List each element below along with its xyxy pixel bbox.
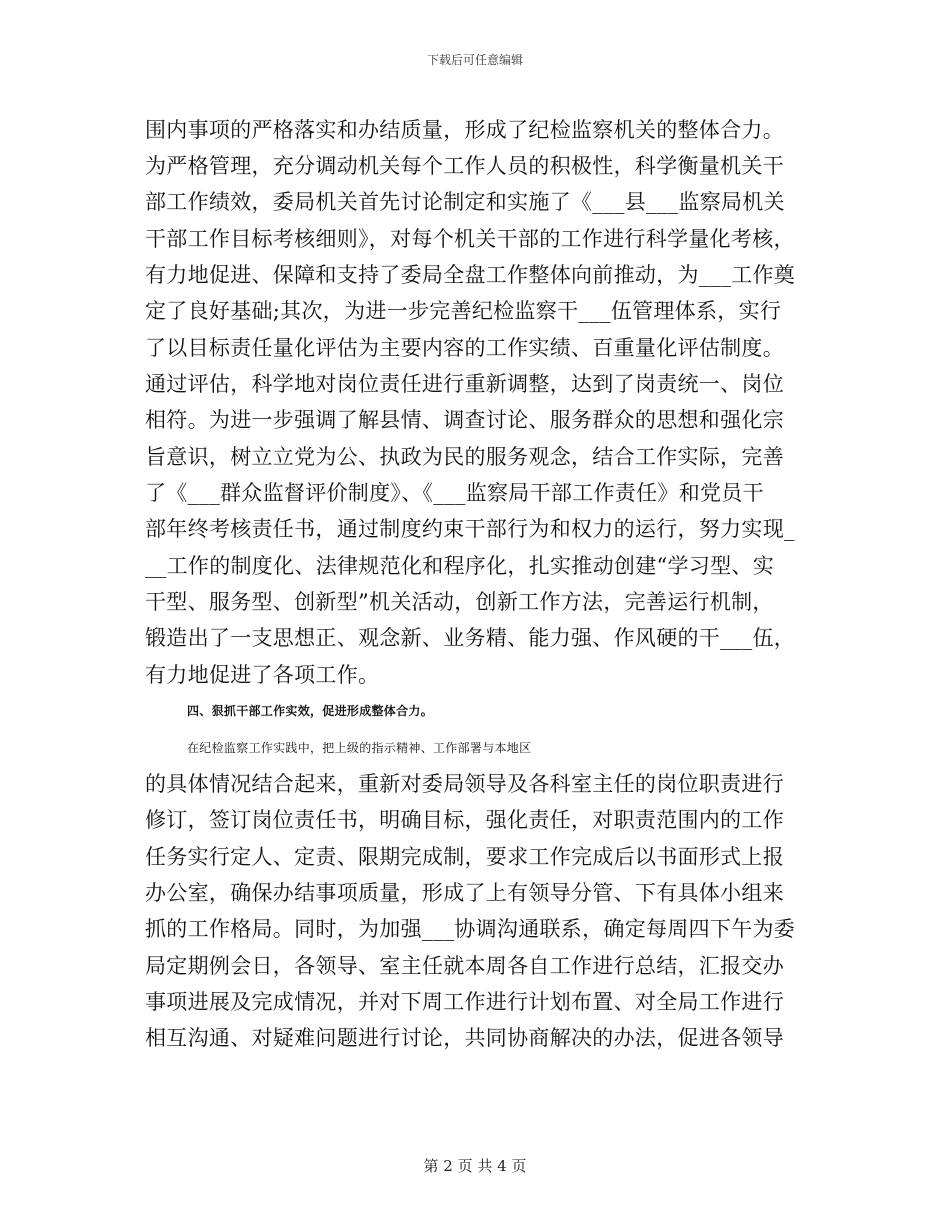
paragraph-line: 任务实行定人、定责、限期完成制，要求工作完成后以书面形式上报 <box>145 845 784 869</box>
paragraph-line: __工作的制度化、法律规范化和程序化，扎实推动创建“学习型、实 <box>145 554 775 578</box>
paragraph-line: 相互沟通、对疑难问题进行讨论，共同协商解决的办法，促进各领导 <box>145 1026 784 1050</box>
paragraph-line: 干部工作目标考核细则》，对每个机关干部的工作进行科学量化考核， <box>145 227 795 251</box>
paragraph-line: 锻造出了一支思想正、观念新、业务精、能力强、作风硬的干___伍， <box>145 626 796 650</box>
paragraph-line: 办公室，确保办结事项质量，形成了上有领导分管、下有具体小组来 <box>145 881 784 905</box>
paragraph-line: 有力地促进了各项工作。 <box>145 663 380 687</box>
paragraph-line: 旨意识，树立立党为公、执政为民的服务观念，结合工作实际，完善 <box>145 445 784 469</box>
paragraph-line: 的具体情况结合起来，重新对委局领导及各科室主任的岗位职责进行 <box>145 772 784 796</box>
paragraph-line: 干型、服务型、创新型”机关活动，创新工作方法，完善运行机制， <box>145 590 774 614</box>
paragraph-line: 事项进展及完成情况，并对下周工作进行计划布置、对全局工作进行 <box>145 990 784 1014</box>
paragraph-line: 部年终考核责任书，通过制度约束干部行为和权力的运行，努力实现_ <box>145 517 795 541</box>
paragraph-line: 抓的工作格局。同时，为加强___协调沟通联系，确定每周四下午为委 <box>145 917 796 941</box>
paragraph-line: 局定期例会日，各领导、室主任就本周各自工作进行总结，汇报交办 <box>145 954 784 978</box>
paragraph-line: 部工作绩效，委局机关首先讨论制定和实施了《___县___监察局机关 <box>145 190 785 214</box>
paragraph-line: 了以目标责任量化评估为主要内容的工作实绩、百重量化评估制度。 <box>145 336 784 360</box>
paragraph-line: 通过评估，科学地对岗位责任进行重新调整，达到了岗责统一、岗位 <box>145 372 784 396</box>
paragraph-line: 修订，签订岗位责任书，明确目标，强化责任，对职责范围内的工作 <box>145 808 784 832</box>
page-number-indicator: 第 2 页 共 4 页 <box>423 1157 527 1175</box>
paragraph-line: 在纪检监察工作实践中，把上级的指示精神、工作部署与本地区 <box>187 741 532 755</box>
section-heading: 四、狠抓干部工作实效，促进形成整体合力。 <box>187 704 434 718</box>
paragraph-line: 有力地促进、保障和支持了委局全盘工作整体向前推动，为___工作奠 <box>145 263 796 287</box>
paragraph-line: 了《___群众监督评价制度》、《___监察局干部工作责任》和党员干 <box>145 481 764 505</box>
page-header-note: 下载后可任意编辑 <box>426 53 523 67</box>
paragraph-line: 围内事项的严格落实和办结质量，形成了纪检监察机关的整体合力。 <box>145 118 784 142</box>
paragraph-line: 相符。为进一步强调了解县情、调查讨论、服务群众的思想和强化宗 <box>145 408 784 432</box>
paragraph-line: 为严格管理，充分调动机关每个工作人员的积极性，科学衡量机关干 <box>145 154 784 178</box>
paragraph-line: 定了良好基础;其次，为进一步完善纪检监察干___伍管理体系，实行 <box>145 299 782 323</box>
